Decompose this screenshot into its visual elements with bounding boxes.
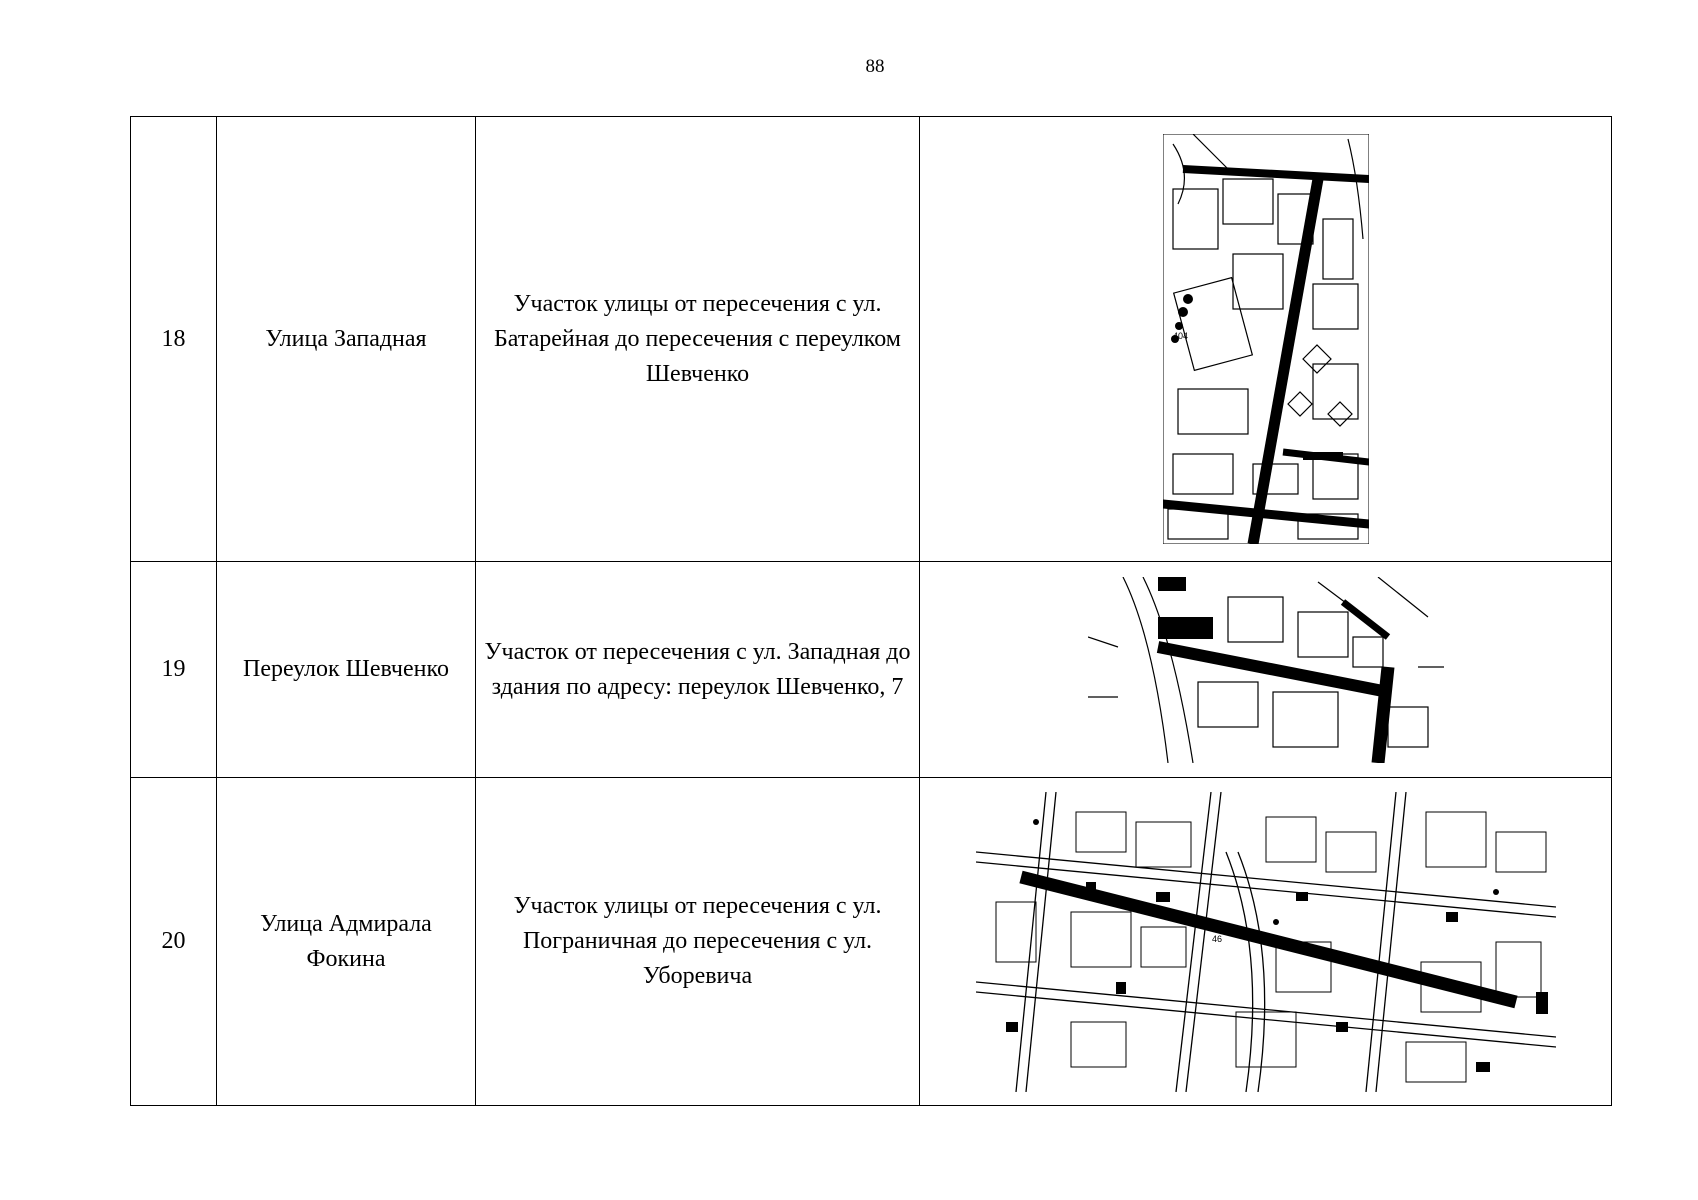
street-map-image <box>1163 134 1369 544</box>
row-number: 20 <box>131 778 217 1106</box>
row-number: 19 <box>131 562 217 778</box>
map-cell <box>920 117 1612 562</box>
map-cell <box>920 562 1612 778</box>
street-name: Переулок Шевченко <box>217 562 476 778</box>
row-number: 18 <box>131 117 217 562</box>
map-label: 404 <box>1172 331 1188 341</box>
table-row <box>131 562 1612 778</box>
map-cell <box>920 778 1612 1106</box>
street-map-image <box>976 792 1556 1092</box>
streets-table <box>130 116 1612 1106</box>
page-number: 88 <box>865 56 885 77</box>
table-row <box>131 778 1612 1106</box>
section-description: Участок улицы от пересечения с ул. Батарейная до пересечения с переулком Шевченко <box>476 117 920 562</box>
street-name: Улица Адмирала Фокина <box>217 778 476 1106</box>
section-description: Участок от пересечения с ул. Западная до здания по адресу: переулок Шевченко, 7 <box>476 562 920 778</box>
street-name: Улица Западная <box>217 117 476 562</box>
table-row <box>131 117 1612 562</box>
section-description: Участок улицы от пересечения с ул. Пограничная до пересечения с ул. Уборевича <box>476 778 920 1106</box>
street-map-image <box>1088 577 1444 763</box>
map-label: 46 <box>1211 933 1222 944</box>
